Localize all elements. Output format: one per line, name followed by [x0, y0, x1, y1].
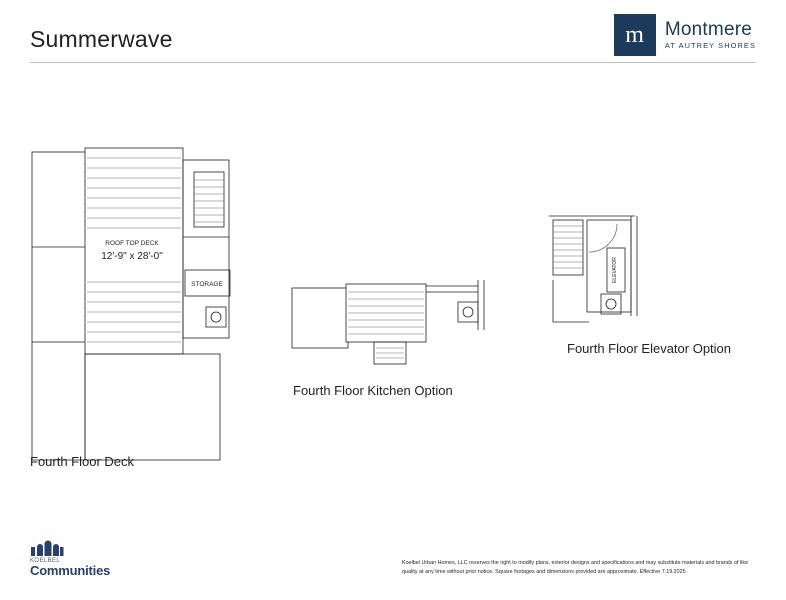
caption-fourth-floor-deck: Fourth Floor Deck [30, 454, 135, 469]
brand-text [665, 20, 756, 51]
elevator-option-drawing [545, 212, 665, 332]
koelbel-arch-icon [30, 535, 64, 557]
montmere-logo-mark: m [614, 14, 656, 56]
footer-brand-big: Communities [30, 562, 111, 578]
floorplan-fourth-floor-kitchen-option [288, 276, 498, 381]
floorplan-fourth-floor-deck [24, 142, 254, 477]
fourth-floor-deck-drawing [24, 142, 254, 472]
brand-subtitle: AT AUTREY SHORES [664, 41, 756, 51]
label-roof-top-deck: ROOF TOP DECK [105, 240, 159, 247]
label-roof-top-deck-dims: 12'-9" x 28'-0" [101, 251, 163, 262]
koelbel-communities-logo [30, 535, 140, 578]
kitchen-option-drawing [288, 276, 498, 376]
legal-disclaimer: Koelbel Urban Homes, LLC reserves the right to modify plans, exterior designs and specifications and may substitute materials and brands of like quality at any time without prior notice. Square footages and dimensions provided are approximate. Effective 7.19.2025 [402, 560, 749, 575]
caption-fourth-floor-elevator-option: Fourth Floor Elevator Option [567, 341, 732, 356]
label-elevator: ELEVATOR [612, 257, 618, 283]
brand-logo [614, 14, 756, 56]
label-storage: STORAGE [191, 281, 223, 288]
page-title: Summerwave [30, 26, 173, 52]
caption-fourth-floor-kitchen-option: Fourth Floor Kitchen Option [293, 383, 453, 398]
footer-brand-small: KOELBEL [30, 557, 61, 564]
brand-name: Montmere [664, 18, 753, 40]
floorplan-fourth-floor-elevator-option [545, 212, 665, 337]
header-divider [30, 62, 756, 63]
